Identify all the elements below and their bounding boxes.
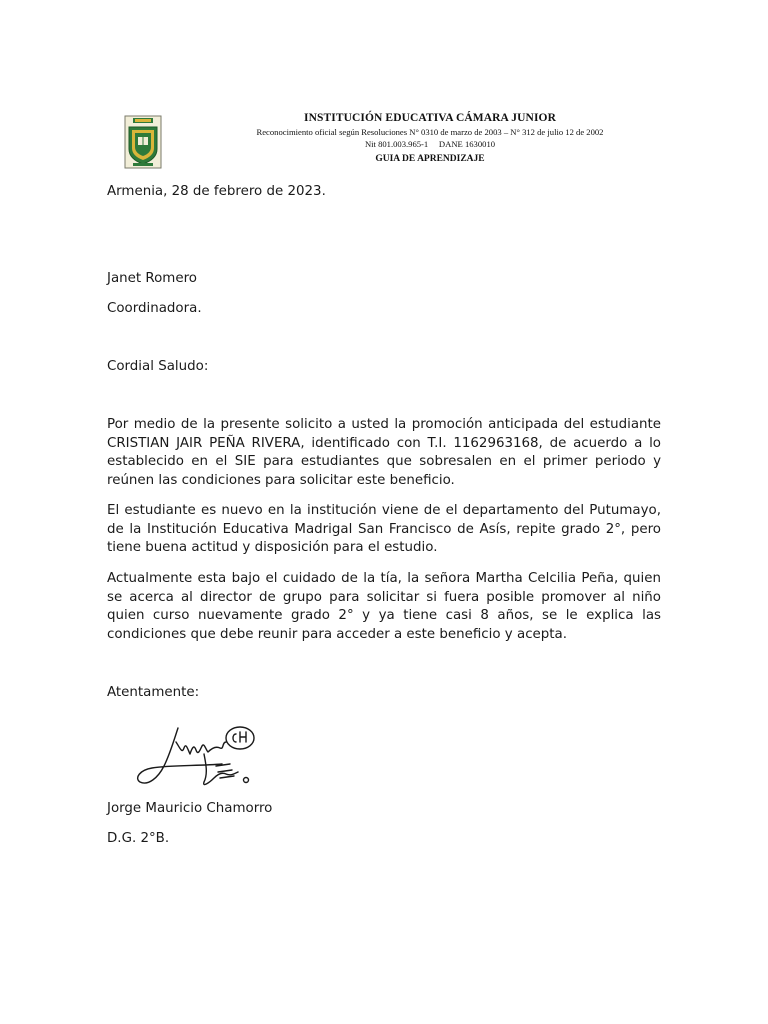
guide-title: GUIA DE APRENDIZAJE bbox=[375, 154, 485, 164]
signer-name: Jorge Mauricio Chamorro bbox=[107, 801, 273, 816]
recipient-role: Coordinadora. bbox=[107, 301, 202, 316]
institution-name: INSTITUCIÓN EDUCATIVA CÁMARA JUNIOR bbox=[304, 112, 556, 124]
body-paragraph-3: Actualmente esta bajo el cuidado de la tía, la señora Martha Celcilia Peña, quien se acerca al director de grupo para solicitar si fuera posible promover al niño quien curso nuevamente grado 2° y ya tiene casi 8 años, se le explica las condiciones que debe reunir para acceder a este beneficio y acepta. bbox=[107, 571, 661, 642]
school-crest-logo bbox=[124, 115, 162, 169]
body-paragraph-2: El estudiante es nuevo en la institución viene de el departamento del Putumayo, de la Institución Educativa Madrigal San Francisco de Asís, repite grado 2°, pero tiene buena actitud y disposición para el estudio. bbox=[107, 503, 661, 555]
recognition-line: Reconocimiento oficial según Resoluciones N° 0310 de marzo de 2003 – N° 312 de julio 12 de 2002 bbox=[256, 127, 604, 137]
greeting: Cordial Saludo: bbox=[107, 359, 209, 374]
letterhead bbox=[120, 110, 650, 174]
recipient-name: Janet Romero bbox=[107, 271, 197, 286]
signer-role: D.G. 2°B. bbox=[107, 831, 170, 846]
body-paragraph-1: Por medio de la presente solicito a usted la promoción anticipada del estudiante CRISTIAN JAIR PEÑA RIVERA, identificado con T.I. 1162963168, de acuerdo a lo establecido en el SIE para estudiantes que sobresalen en el primer periodo y reúnen las condiciones para solicitar este beneficio. bbox=[107, 417, 661, 488]
handwritten-signature bbox=[130, 720, 260, 792]
institution-ids: Nit 801.003.965-1 DANE 1630010 bbox=[364, 139, 496, 149]
closing: Atentamente: bbox=[107, 685, 200, 700]
letterhead-text bbox=[220, 110, 640, 168]
letter-date: Armenia, 28 de febrero de 2023. bbox=[107, 184, 326, 199]
